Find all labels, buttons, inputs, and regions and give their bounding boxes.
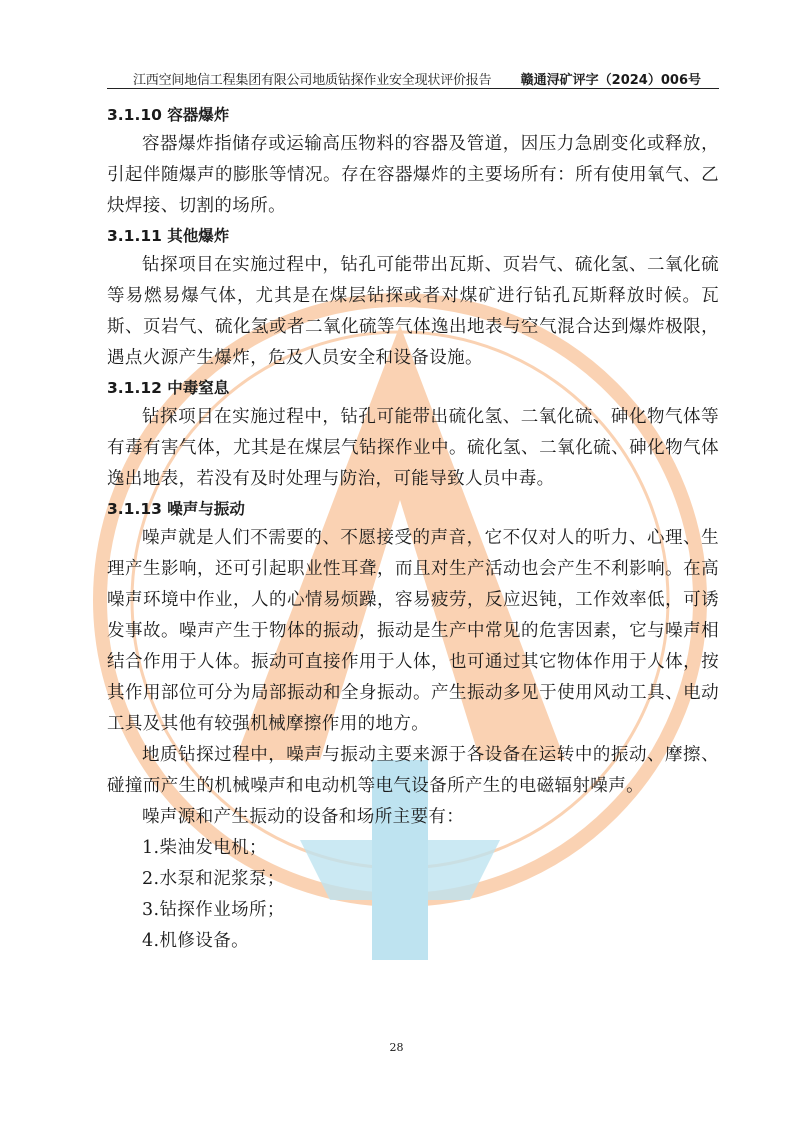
section-heading-container-explosion: 3.1.10 容器爆炸 (107, 106, 230, 124)
paragraph: 噪声就是人们不需要的、不愿接受的声音，它不仅对人的听力、心理、生理产生影响，还可引起职业性耳聋，而且对生产活动也会产生不利影响。在高噪声环境中作业，人的心情易烦躁，容易疲劳，反应迟钝，工作效率低，可诱发事故。噪声产生于物体的振动，振动是生产中常见的危害因素，它与噪声相结合作用于人体。振动可直接作用于人体，也可通过其它物体作用于人体，按其作用部位可分为局部振动和全身振动。产生振动多见于使用风动工具、电动工具及其他有较强机械摩擦作用的地方。 (107, 528, 719, 734)
list-item: 3.钻探作业场所； (142, 900, 285, 920)
list-item: 1.柴油发电机； (142, 838, 267, 858)
section-heading-poisoning-asphyxiation: 3.1.12 中毒窒息 (107, 379, 230, 397)
list-item: 4.机修设备。 (142, 931, 249, 951)
page-header (107, 66, 719, 89)
header-report-title: 江西空间地信工程集团有限公司地质钻探作业安全现状评价报告 (133, 73, 492, 88)
page-number: 28 (389, 1041, 404, 1054)
paragraph: 钻探项目在实施过程中，钻孔可能带出瓦斯、页岩气、硫化氢、二氧化硫等易燃易爆气体，尤其是在煤层钻探或者对煤矿进行钻孔瓦斯释放时候。瓦斯、页岩气、硫化氢或者二氧化硫等气体逸出地表与空气混合达到爆炸极限，遇点火源产生爆炸，危及人员安全和设备设施。 (107, 255, 719, 368)
paragraph: 钻探项目在实施过程中，钻孔可能带出硫化氢、二氧化硫、砷化物气体等有毒有害气体，尤其是在煤层气钻探作业中。硫化氢、二氧化硫、砷化物气体逸出地表，若没有及时处理与防治，可能导致人员中毒。 (107, 407, 719, 489)
section-heading-other-explosion: 3.1.11 其他爆炸 (107, 227, 230, 245)
paragraph: 噪声源和产生振动的设备和场所主要有： (142, 807, 465, 827)
header-report-number: 赣通浔矿评字（2024）006号 (520, 73, 701, 88)
list-item: 2.水泵和泥浆泵； (142, 869, 285, 889)
section-heading-noise-vibration: 3.1.13 噪声与振动 (107, 500, 245, 518)
document-body (107, 101, 719, 957)
paragraph: 地质钻探过程中，噪声与振动主要来源于各设备在运转中的振动、摩擦、碰撞而产生的机械噪声和电动机等电气设备所产生的电磁辐射噪声。 (107, 745, 719, 796)
paragraph: 容器爆炸指储存或运输高压物料的容器及管道，因压力急剧变化或释放，引起伴随爆声的膨胀等情况。存在容器爆炸的主要场所有：所有使用氧气、乙炔焊接、切割的场所。 (107, 134, 719, 216)
